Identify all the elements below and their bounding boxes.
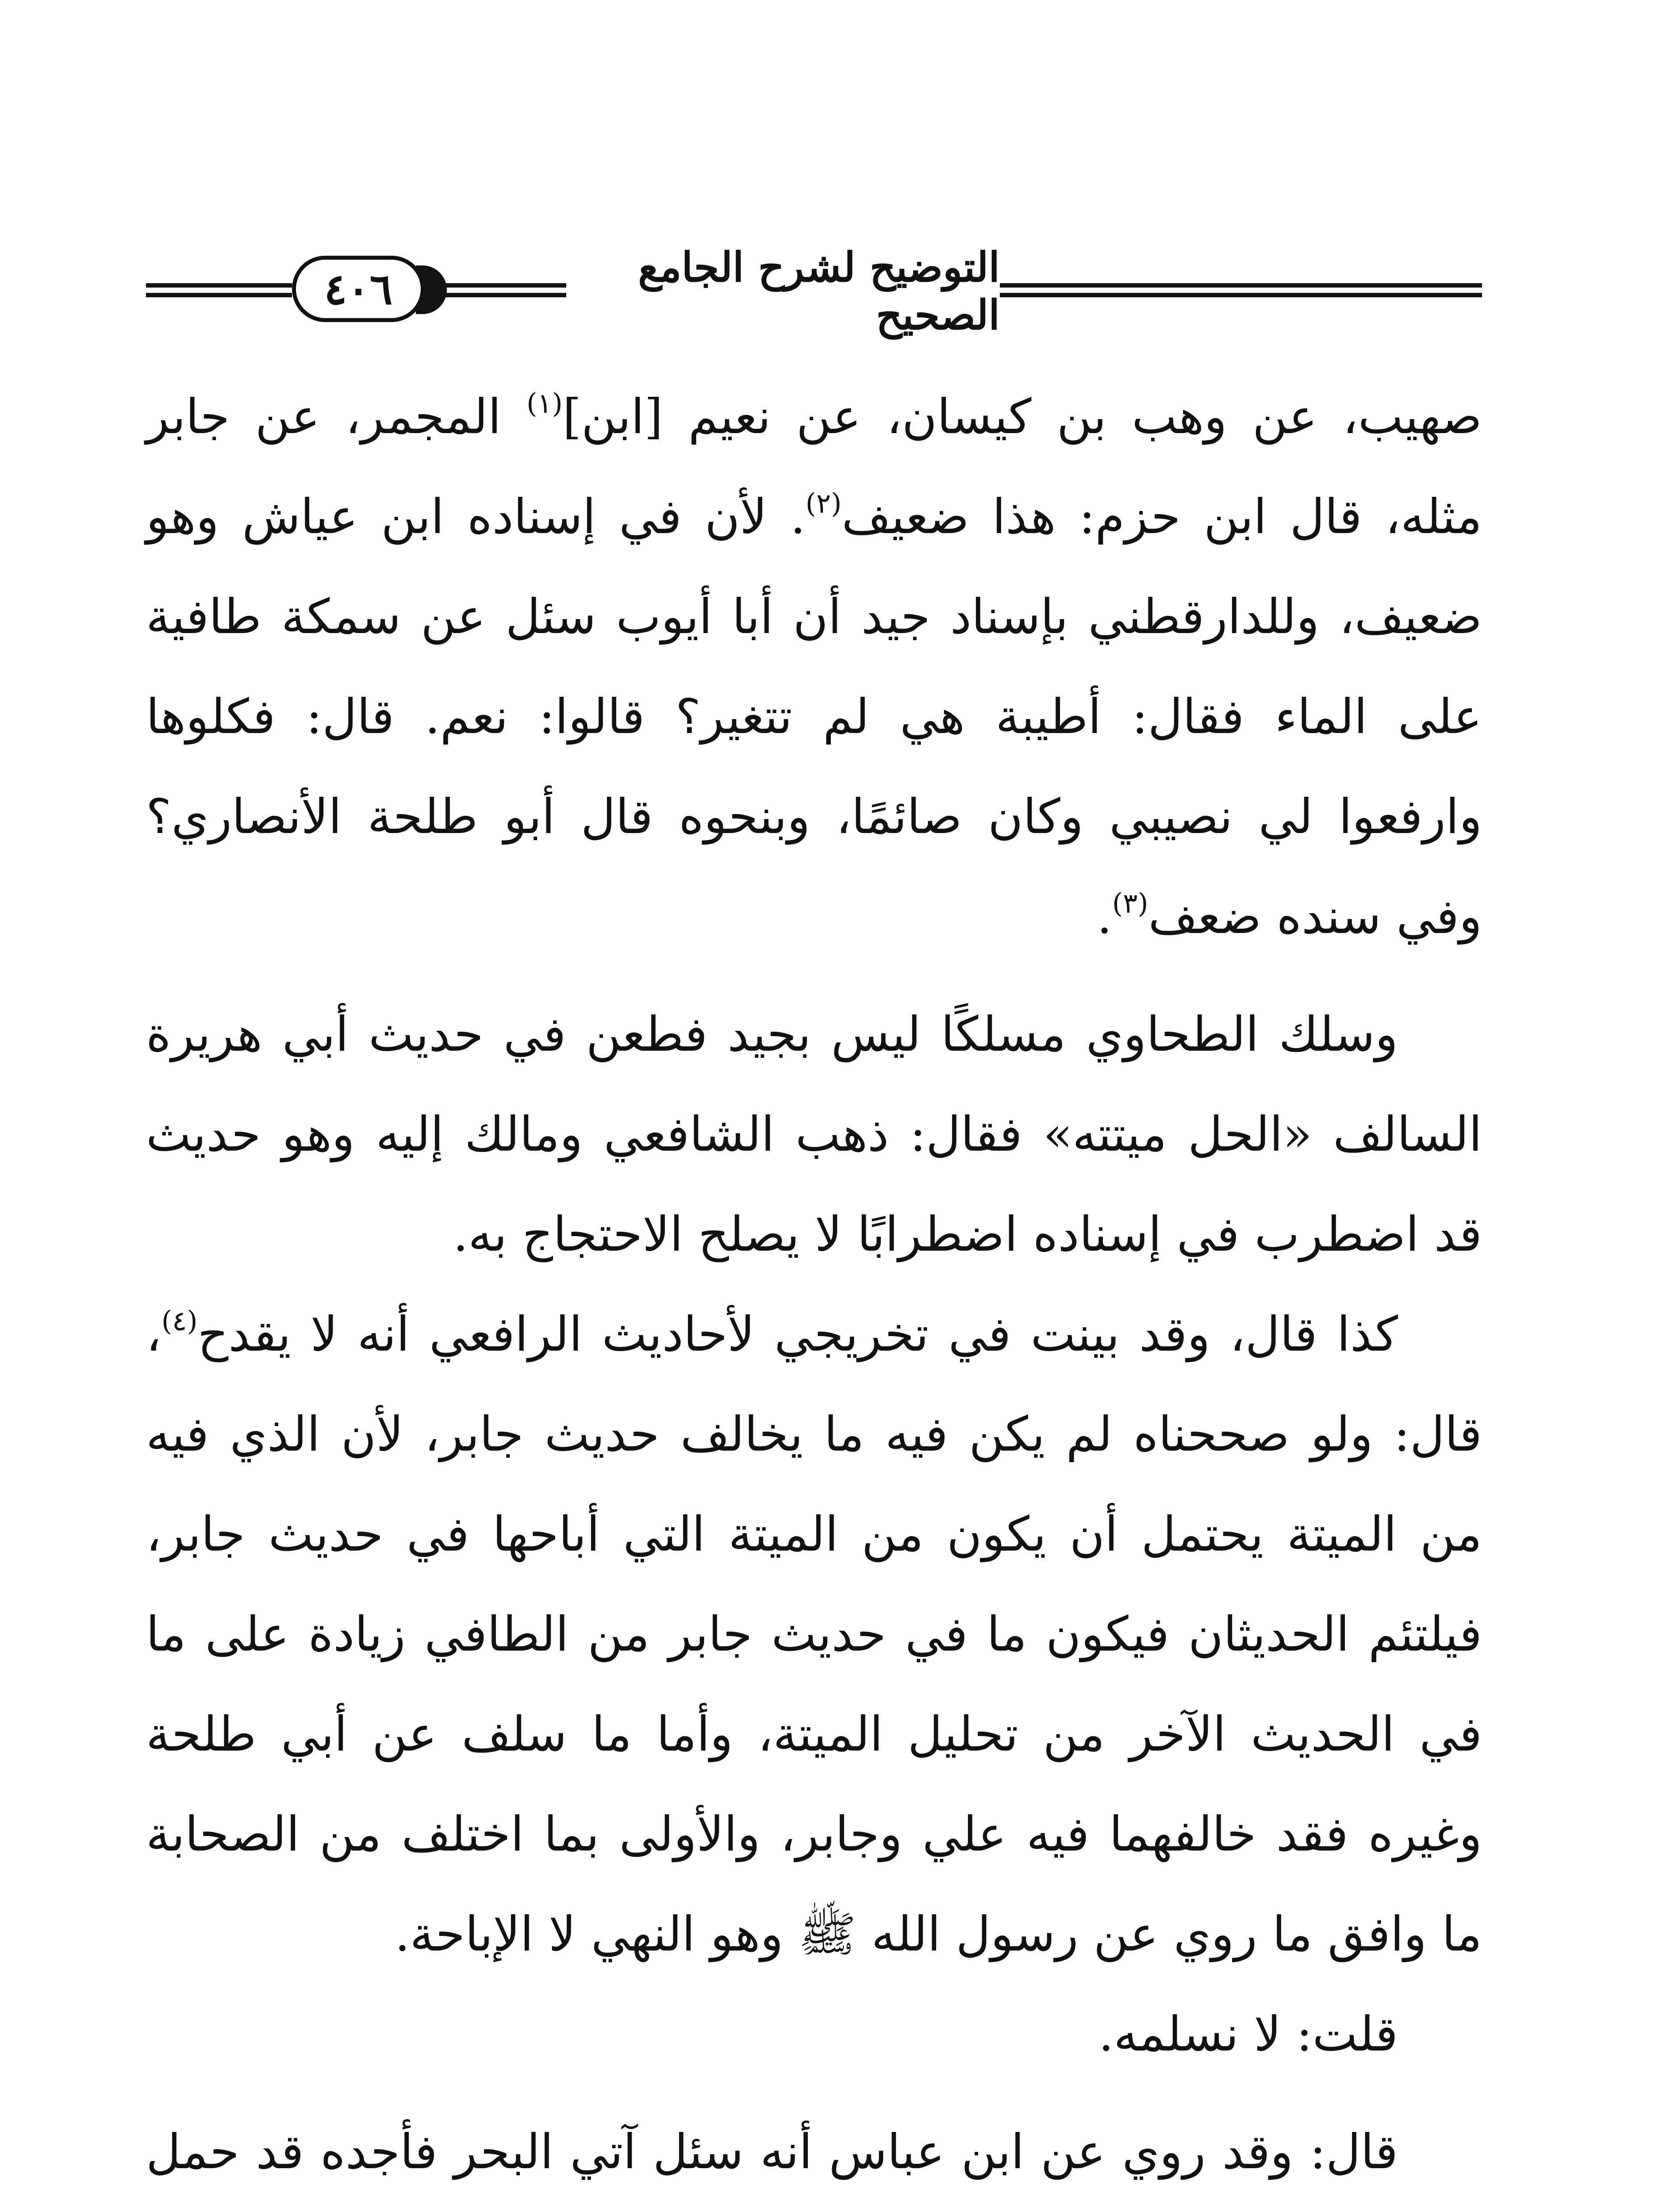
paragraph-1-part-4: . bbox=[1097, 889, 1112, 945]
paragraph-1-part-3: . لأن في إسناده ابن عياش وهو ضعيف، وللدارقطني بإسناد جيد أن أبا أيوب سئل عن سمكة طافية على الماء فقال: أطيبة هي لم تتغير؟ قالوا: نعم. قال: فكلوها وارفعوا لي نصيبي وكان صائمًا، وبنحوه قال أبو طلحة الأنصاري؟ وفي سنده ضعف bbox=[146, 489, 1482, 945]
header-rule-left-top bbox=[146, 283, 292, 288]
paragraph-3 bbox=[146, 1285, 1482, 1985]
paragraph-3-part-2: ، قال: ولو صححناه لم يكن فيه ما يخالف حديث جابر، لأن الذي فيه من الميتة يحتمل أن يكون من الميتة التي أباحها في حديث جابر، فيلتئم الحديثان فيكون ما في حديث جابر من الطافي زيادة على ما في الحديث الآخر من تحليل الميتة، وأما ما سلف عن أبي طلحة وغيره فقد خالفهما فيه علي وجابر، والأولى بما اختلف من الصحابة ما وافق ما روي عن رسول الله ﷺ وهو النهي لا الإباحة. bbox=[146, 1307, 1482, 1962]
paragraph-3-part-1: كذا قال، وقد بينت في تخريجي لأحاديث الرافعي أنه لا يقدح bbox=[197, 1307, 1398, 1362]
paragraph-1-part-2: المجمر، عن جابر مثله، قال ابن حزم: هذا ضعيف bbox=[146, 389, 1482, 545]
running-title: التوضيح لشرح الجامع الصحيح bbox=[566, 260, 1000, 322]
footnote-ref-4: (٤) bbox=[161, 1305, 198, 1337]
paragraph-1-part-1: صهيب، عن وهب بن كيسان، عن نعيم [ابن] bbox=[562, 389, 1482, 445]
header-rule-left-bottom bbox=[146, 293, 292, 297]
paragraph-1 bbox=[146, 367, 1482, 967]
paragraph-2: وسلك الطحاوي مسلكًا ليس بجيد فطعن في حديث أبي هريرة السالف «الحل ميتته» فقال: ذهب الشافعي ومالك إليه وهو حديث قد اضطرب في إسناده اضطرابًا لا يصلح الاحتجاج به. bbox=[146, 1007, 1482, 1262]
page-number: ٤٠٦ bbox=[292, 256, 425, 322]
footnote-ref-3: (٣) bbox=[1112, 887, 1148, 919]
page-header bbox=[146, 243, 1482, 339]
footnote-ref-2: (٢) bbox=[805, 487, 842, 519]
footnote-ref-1: (١) bbox=[526, 387, 563, 419]
paragraph-5: قال: وقد روي عن ابن عباس أنه سئل آتي البحر فأجده قد حمل bbox=[146, 2124, 1398, 2180]
main-text bbox=[146, 367, 1482, 2212]
paragraph-4: قلت: لا نسلمه. bbox=[1098, 2007, 1398, 2062]
